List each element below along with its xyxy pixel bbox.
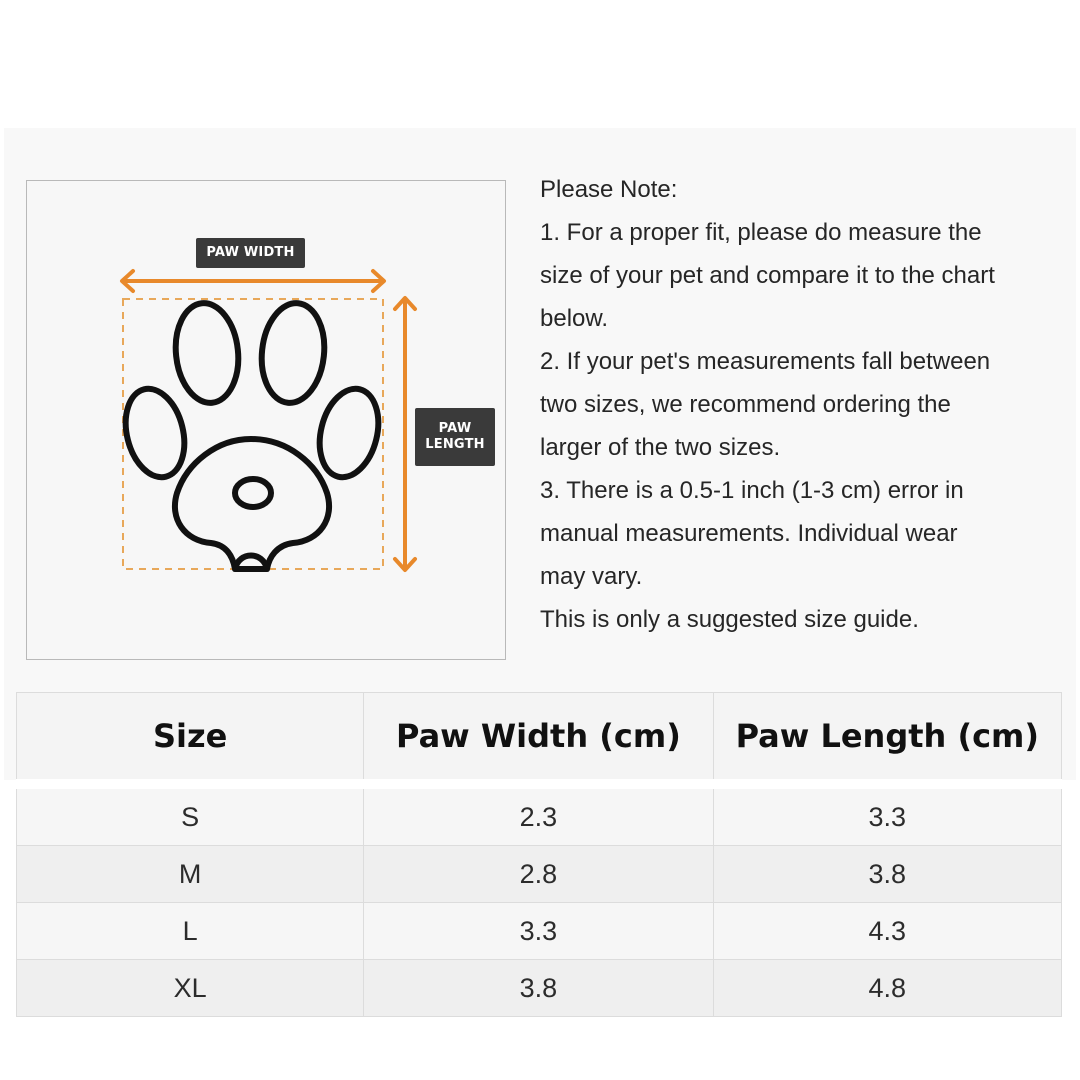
size-cell: L	[17, 903, 364, 960]
note-line: manual measurements. Individual wear	[540, 520, 958, 547]
paw-length-tag-line2: LENGTH	[425, 437, 485, 452]
note-line: 3. There is a 0.5-1 inch (1-3 cm) error in	[540, 477, 964, 504]
table-row	[17, 960, 1062, 1017]
paw-width-cell: 2.3	[364, 784, 713, 846]
header-size: Size	[17, 693, 364, 785]
header-paw-length: Paw Length (cm)	[713, 693, 1061, 785]
size-notes	[540, 168, 1070, 641]
size-cell: S	[17, 784, 364, 846]
size-cell: M	[17, 846, 364, 903]
paw-length-cell: 4.8	[713, 960, 1061, 1017]
size-chart-table	[16, 692, 1062, 1017]
paw-width-tag: PAW WIDTH	[196, 238, 305, 268]
notes-heading: Please Note:	[540, 176, 678, 203]
paw-length-tag-line1: PAW	[438, 421, 472, 436]
paw-width-cell: 2.8	[364, 846, 713, 903]
length-arrow-icon	[395, 298, 415, 570]
note-line: 2. If your pet's measurements fall between	[540, 348, 991, 375]
note-line: 1. For a proper fit, please do measure the	[540, 219, 982, 246]
note-line: two sizes, we recommend ordering the	[540, 391, 951, 418]
paw-length-cell: 3.3	[713, 784, 1061, 846]
note-line: size of your pet and compare it to the chart	[540, 262, 995, 289]
paw-width-cell: 3.3	[364, 903, 713, 960]
paw-length-tag	[415, 408, 495, 466]
note-line: below.	[540, 305, 609, 332]
header-paw-width: Paw Width (cm)	[364, 693, 713, 785]
paw-length-cell: 3.8	[713, 846, 1061, 903]
measure-frame	[123, 299, 383, 569]
paw-length-cell: 4.3	[713, 903, 1061, 960]
note-line: may vary.	[540, 563, 643, 590]
size-cell: XL	[17, 960, 364, 1017]
table-row	[17, 846, 1062, 903]
table-header-row	[17, 693, 1062, 785]
note-line: This is only a suggested size guide.	[540, 606, 919, 633]
table-row	[17, 784, 1062, 846]
width-arrow-icon	[122, 271, 384, 291]
note-line: larger of the two sizes.	[540, 434, 781, 461]
paw-diagram	[26, 180, 506, 660]
table-row	[17, 903, 1062, 960]
paw-width-cell: 3.8	[364, 960, 713, 1017]
